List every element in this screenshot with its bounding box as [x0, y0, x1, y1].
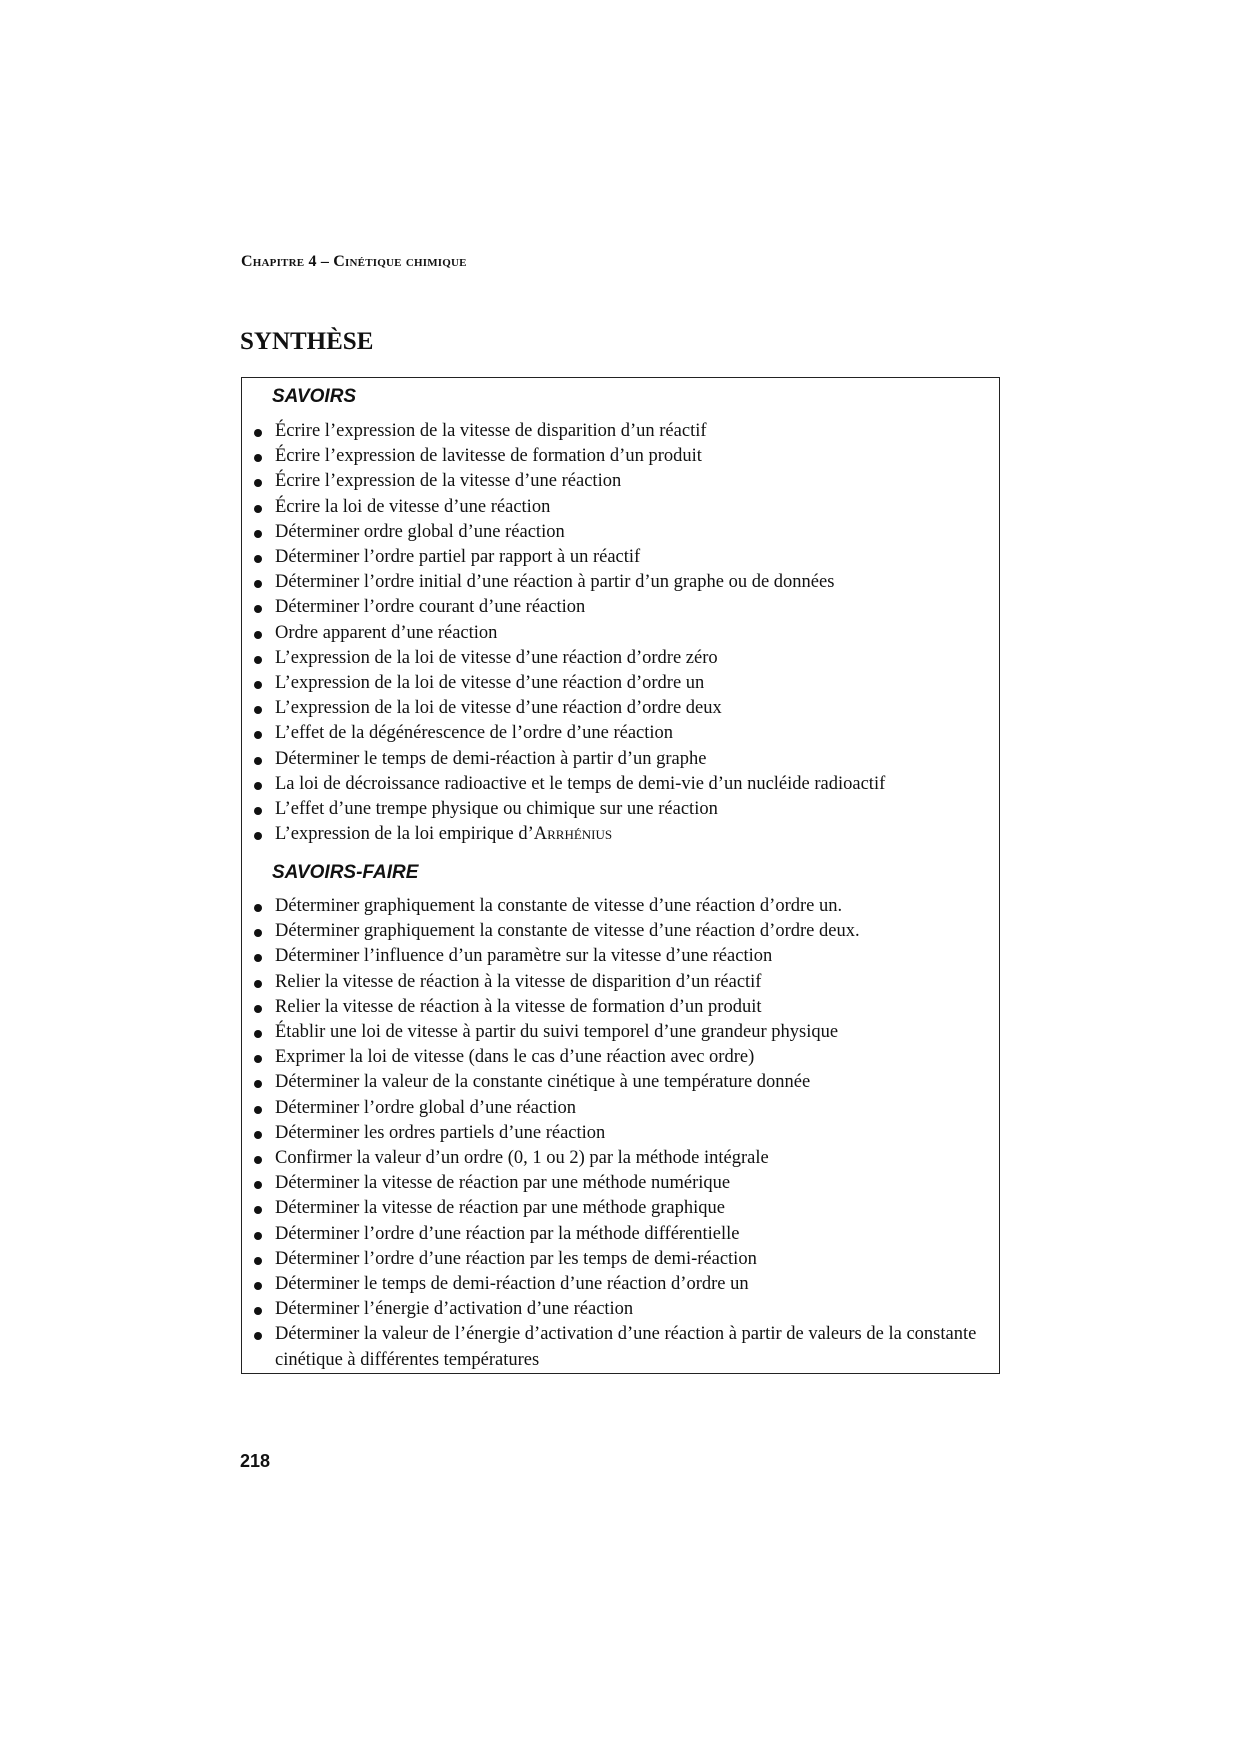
bullet-icon [254, 832, 262, 840]
bullet-icon [254, 1181, 262, 1189]
bullet-icon [254, 1080, 262, 1088]
bullet-icon [254, 904, 262, 912]
bullet-icon [254, 929, 262, 937]
list-item [242, 1171, 982, 1196]
list-item-text: Déterminer l’énergie d’activation d’une réaction [275, 1299, 634, 1320]
list-item-text: Déterminer l’ordre initial d’une réaction à partir d’un graphe ou de données [275, 572, 835, 593]
list-item-text: L’effet d’une trempe physique ou chimique sur une réaction [275, 799, 718, 820]
bullet-icon [254, 1030, 262, 1038]
bullet-icon [254, 807, 262, 815]
chapter-title: Chapitre 4 – Cinétique chimique [241, 253, 467, 270]
list-item-text: Déterminer l’ordre courant d’une réaction [275, 597, 586, 618]
list-item-text: Confirmer la valeur d’un ordre (0, 1 ou 2) par la méthode intégrale [275, 1148, 769, 1169]
list-item-text: Déterminer graphiquement la constante de vitesse d’une réaction d’ordre un. [275, 896, 843, 916]
bullet-icon [254, 1282, 262, 1290]
list-item [242, 894, 982, 919]
running-head [241, 253, 467, 271]
list-item [242, 545, 982, 570]
bullet-icon [254, 1206, 262, 1214]
list-item-text: Relier la vitesse de réaction à la vitesse de formation d’un produit [275, 996, 762, 1017]
list-item-text: Déterminer l’influence d’un paramètre sur la vitesse d’une réaction [275, 946, 773, 967]
list-item-text: Déterminer l’ordre global d’une réaction [275, 1097, 577, 1118]
bullet-icon [254, 656, 262, 664]
bullet-icon [254, 782, 262, 790]
savoirs-faire-heading: SAVOIRS-FAIRE [272, 862, 419, 883]
list-item [242, 469, 982, 494]
list-item-text: Déterminer le temps de demi-réaction à partir d’un graphe [275, 748, 707, 769]
list-item [242, 1322, 982, 1372]
bullet-icon [254, 605, 262, 613]
bullet-icon [254, 954, 262, 962]
bullet-icon [254, 731, 262, 739]
list-item-text: Déterminer l’ordre partiel par rapport à un réactif [275, 547, 641, 568]
list-item [242, 970, 982, 995]
list-item [242, 595, 982, 620]
bullet-icon [254, 757, 262, 765]
bullet-icon [254, 1156, 262, 1164]
list-item [242, 822, 982, 847]
list-item [242, 696, 982, 721]
list-item [242, 721, 982, 746]
list-item [242, 1247, 982, 1272]
list-item-text: L’expression de la loi empirique d’ [275, 824, 534, 845]
list-item [242, 646, 982, 671]
bullet-icon [254, 580, 262, 588]
savoirs-list [242, 419, 982, 847]
bullet-icon [254, 1232, 262, 1240]
list-item [242, 444, 982, 469]
list-item-text: L’expression de la loi de vitesse d’une réaction d’ordre zéro [275, 647, 718, 668]
list-item-text: Déterminer graphiquement la constante de vitesse d’une réaction d’ordre deux. [275, 921, 860, 942]
bullet-icon [254, 1106, 262, 1114]
list-item-text: Ordre apparent d’une réaction [275, 622, 498, 643]
list-item-text: Déterminer la valeur de l’énergie d’activation d’une réaction à partir de valeurs de la constante cinétique à différentes températures [275, 1324, 977, 1370]
list-item-text: Déterminer les ordres partiels d’une réaction [275, 1122, 606, 1143]
list-item-text: Déterminer l’ordre d’une réaction par la méthode différentielle [275, 1223, 740, 1244]
list-item-text: Écrire l’expression de lavitesse de formation d’un produit [275, 446, 702, 467]
bullet-icon [254, 1257, 262, 1265]
list-item [242, 1222, 982, 1247]
bullet-icon [254, 631, 262, 639]
list-item [242, 495, 982, 520]
list-item-text: L’expression de la loi de vitesse d’une réaction d’ordre un [275, 673, 705, 694]
list-item-text: Déterminer le temps de demi-réaction d’une réaction d’ordre un [275, 1274, 749, 1295]
list-item [242, 1146, 982, 1171]
bullet-icon [254, 530, 262, 538]
list-item [242, 944, 982, 969]
list-item-text: L’effet de la dégénérescence de l’ordre d’une réaction [275, 723, 674, 744]
list-item-text: Déterminer l’ordre d’une réaction par les temps de demi-réaction [275, 1248, 757, 1269]
list-item-text: Déterminer la vitesse de réaction par une méthode graphique [275, 1198, 725, 1219]
bullet-icon [254, 980, 262, 988]
list-item [242, 995, 982, 1020]
list-item [242, 1272, 982, 1297]
list-item [242, 1196, 982, 1221]
bullet-icon [254, 454, 262, 462]
bullet-icon [254, 555, 262, 563]
list-item-text: L’expression de la loi de vitesse d’une réaction d’ordre deux [275, 698, 722, 719]
list-item [242, 671, 982, 696]
list-item-text: Déterminer la vitesse de réaction par une méthode numérique [275, 1173, 731, 1194]
bullet-icon [254, 505, 262, 513]
section-title: SYNTHÈSE [240, 328, 374, 355]
list-item [242, 1020, 982, 1045]
bullet-icon [254, 1005, 262, 1013]
bullet-icon [254, 479, 262, 487]
list-item-text: Relier la vitesse de réaction à la vitesse de disparition d’un réactif [275, 971, 762, 992]
list-item [242, 621, 982, 646]
list-item [242, 1121, 982, 1146]
list-item-text: Établir une loi de vitesse à partir du suivi temporel d’une grandeur physique [275, 1022, 839, 1043]
list-item-text: Déterminer ordre global d’une réaction [275, 521, 565, 542]
list-item [242, 570, 982, 595]
bullet-icon [254, 1307, 262, 1315]
list-item-text: Écrire l’expression de la vitesse de disparition d’un réactif [275, 421, 707, 441]
synthesis-box [241, 377, 1000, 1374]
bullet-icon [254, 429, 262, 437]
bullet-icon [254, 681, 262, 689]
page-number: 218 [240, 1451, 271, 1471]
list-item-text: Exprimer la loi de vitesse (dans le cas d’une réaction avec ordre) [275, 1047, 755, 1068]
bullet-icon [254, 706, 262, 714]
list-item-text: Écrire l’expression de la vitesse d’une réaction [275, 471, 622, 492]
list-item [242, 1096, 982, 1121]
bullet-icon [254, 1332, 262, 1340]
scientist-name: Arrhénius [533, 824, 613, 845]
savoirs-heading: SAVOIRS [272, 386, 357, 407]
list-item [242, 919, 982, 944]
bullet-icon [254, 1055, 262, 1063]
list-item [242, 1070, 982, 1095]
savoirs-faire-list [242, 894, 982, 1373]
list-item-text: Écrire la loi de vitesse d’une réaction [275, 496, 551, 517]
list-item-text: Déterminer la valeur de la constante cinétique à une température donnée [275, 1072, 811, 1093]
list-item [242, 1045, 982, 1070]
list-item [242, 772, 982, 797]
list-item [242, 747, 982, 772]
list-item-text: La loi de décroissance radioactive et le temps de demi-vie d’un nucléide radioactif [275, 773, 886, 794]
list-item [242, 419, 982, 444]
list-item [242, 1297, 982, 1322]
bullet-icon [254, 1131, 262, 1139]
list-item [242, 797, 982, 822]
list-item [242, 520, 982, 545]
